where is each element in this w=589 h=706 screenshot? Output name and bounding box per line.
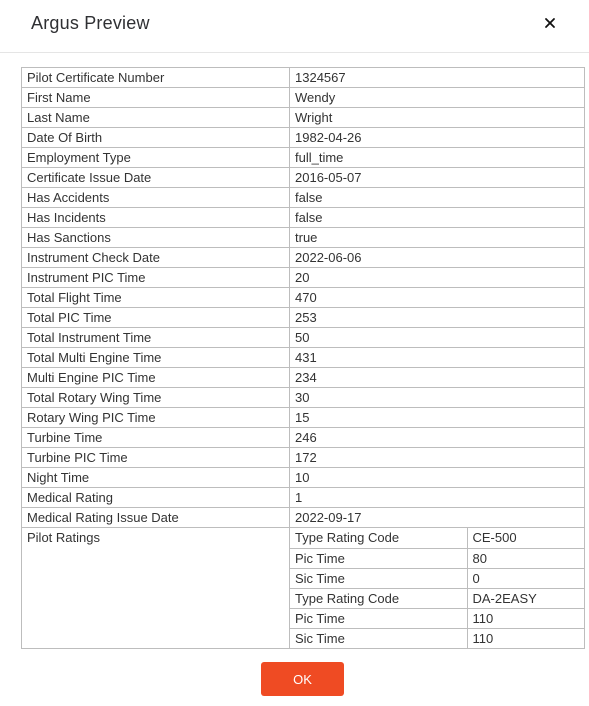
field-value: 1982-04-26 <box>290 128 585 148</box>
field-value: 1 <box>290 488 585 508</box>
table-row <box>22 208 585 228</box>
table-row <box>22 428 585 448</box>
table-row <box>22 188 585 208</box>
field-label: Has Incidents <box>22 208 290 228</box>
table-row <box>22 508 585 528</box>
field-value: 234 <box>290 368 585 388</box>
field-value: 20 <box>290 268 585 288</box>
table-row <box>22 288 585 308</box>
field-label: Total Rotary Wing Time <box>22 388 290 408</box>
field-label: Total Flight Time <box>22 288 290 308</box>
field-value: 50 <box>290 328 585 348</box>
rating-row <box>290 628 584 648</box>
rating-value: 0 <box>467 568 584 588</box>
table-row <box>22 488 585 508</box>
table-row-pilot-ratings <box>22 528 585 649</box>
field-label: Total PIC Time <box>22 308 290 328</box>
field-value: 2022-09-17 <box>290 508 585 528</box>
table-row <box>22 348 585 368</box>
table-row <box>22 228 585 248</box>
rating-value: CE-500 <box>467 528 584 548</box>
pilot-details-table <box>21 67 585 649</box>
field-label: Has Sanctions <box>22 228 290 248</box>
table-row <box>22 308 585 328</box>
rating-row <box>290 568 584 588</box>
field-value: 15 <box>290 408 585 428</box>
field-label: Has Accidents <box>22 188 290 208</box>
table-row <box>22 368 585 388</box>
pilot-ratings-cell <box>290 528 585 649</box>
field-value: 2022-06-06 <box>290 248 585 268</box>
field-label: Instrument Check Date <box>22 248 290 268</box>
field-value: 253 <box>290 308 585 328</box>
field-label: Total Instrument Time <box>22 328 290 348</box>
field-label: Certificate Issue Date <box>22 168 290 188</box>
field-value: 246 <box>290 428 585 448</box>
pilot-ratings-table <box>290 528 584 648</box>
field-value: 1324567 <box>290 68 585 88</box>
rating-row <box>290 588 584 608</box>
field-label: Multi Engine PIC Time <box>22 368 290 388</box>
ok-button[interactable]: OK <box>261 662 344 696</box>
close-icon[interactable] <box>540 13 560 33</box>
field-value: 30 <box>290 388 585 408</box>
rating-value: 110 <box>467 628 584 648</box>
field-label: Employment Type <box>22 148 290 168</box>
field-label: Night Time <box>22 468 290 488</box>
field-label: Total Multi Engine Time <box>22 348 290 368</box>
table-row <box>22 148 585 168</box>
field-value: Wendy <box>290 88 585 108</box>
rating-label: Sic Time <box>290 568 467 588</box>
field-label: First Name <box>22 88 290 108</box>
field-value: Wright <box>290 108 585 128</box>
table-row <box>22 128 585 148</box>
table-row <box>22 448 585 468</box>
field-value: true <box>290 228 585 248</box>
rating-label: Pic Time <box>290 548 467 568</box>
field-value: full_time <box>290 148 585 168</box>
field-label: Pilot Ratings <box>22 528 290 649</box>
field-value: false <box>290 208 585 228</box>
table-row <box>22 268 585 288</box>
table-row <box>22 468 585 488</box>
field-label: Turbine PIC Time <box>22 448 290 468</box>
field-label: Instrument PIC Time <box>22 268 290 288</box>
rating-value: 110 <box>467 608 584 628</box>
field-value: 431 <box>290 348 585 368</box>
field-label: Turbine Time <box>22 428 290 448</box>
field-value: false <box>290 188 585 208</box>
field-label: Medical Rating <box>22 488 290 508</box>
table-row <box>22 248 585 268</box>
field-value: 470 <box>290 288 585 308</box>
field-label: Last Name <box>22 108 290 128</box>
field-value: 10 <box>290 468 585 488</box>
table-row <box>22 388 585 408</box>
dialog-header <box>0 0 589 53</box>
rating-label: Type Rating Code <box>290 588 467 608</box>
table-row <box>22 328 585 348</box>
field-label: Date Of Birth <box>22 128 290 148</box>
field-label: Medical Rating Issue Date <box>22 508 290 528</box>
dialog-title: Argus Preview <box>31 13 150 33</box>
rating-label: Pic Time <box>290 608 467 628</box>
table-row <box>22 108 585 128</box>
table-row <box>22 168 585 188</box>
rating-value: 80 <box>467 548 584 568</box>
rating-label: Type Rating Code <box>290 528 467 548</box>
table-row <box>22 68 585 88</box>
rating-label: Sic Time <box>290 628 467 648</box>
rating-value: DA-2EASY <box>467 588 584 608</box>
field-value: 172 <box>290 448 585 468</box>
table-row <box>22 88 585 108</box>
table-row <box>22 408 585 428</box>
field-label: Pilot Certificate Number <box>22 68 290 88</box>
rating-row <box>290 608 584 628</box>
field-label: Rotary Wing PIC Time <box>22 408 290 428</box>
rating-row <box>290 548 584 568</box>
rating-row <box>290 528 584 548</box>
field-value: 2016-05-07 <box>290 168 585 188</box>
